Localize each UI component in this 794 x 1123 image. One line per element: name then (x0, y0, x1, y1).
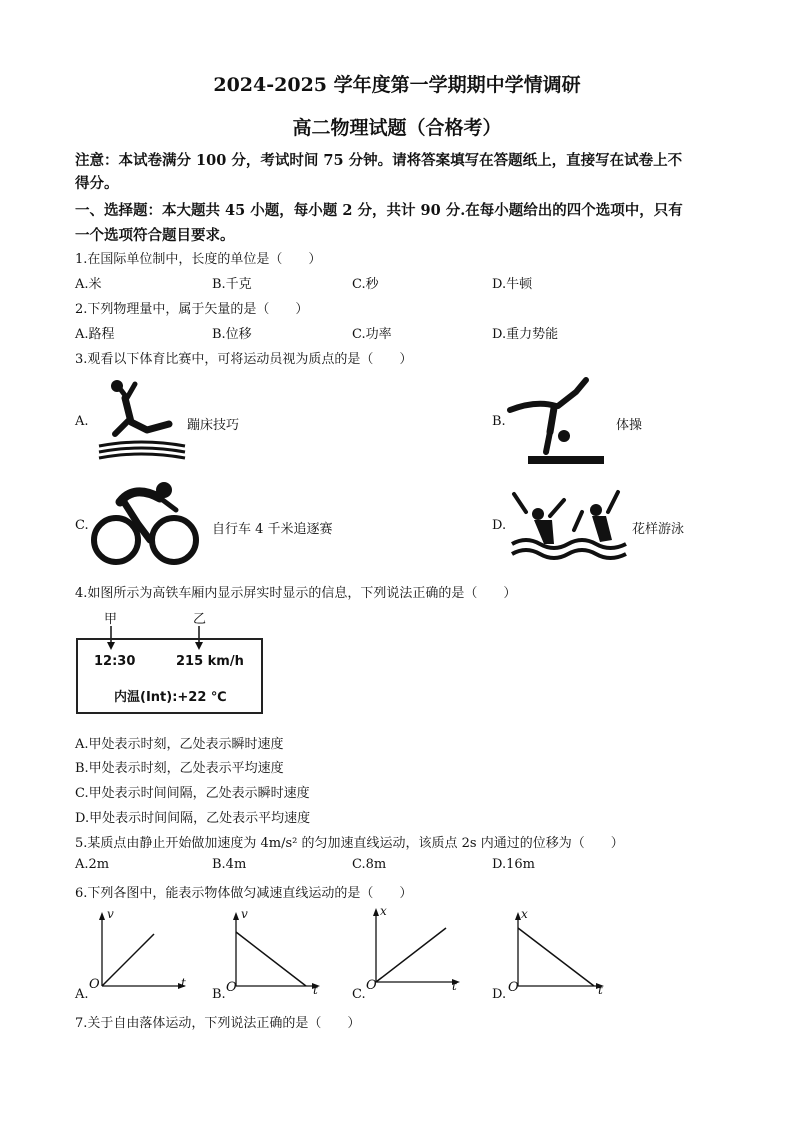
question-2-option-d: D.重力势能 (492, 327, 559, 342)
question-3-option-b-label: 体操 (616, 418, 643, 433)
graph-a-v-t (88, 910, 188, 992)
question-3-option-d-label: 花样游泳 (632, 522, 685, 537)
question-5-option-d: D.16m (492, 857, 535, 872)
graph-b-origin: O (226, 980, 237, 995)
notice-line-2: 得分。 (75, 175, 119, 192)
section-instruction-line-1: 一、选择题：本大题共 45 小题，每小题 2 分，共计 90 分.在每小题给出的四个选项中，只有 (75, 202, 683, 219)
question-2-option-b: B.位移 (212, 327, 252, 342)
graph-a-x-label: t (181, 976, 186, 990)
graph-b-v-t (222, 910, 322, 992)
question-2-option-a: A.路程 (75, 327, 115, 342)
question-6-option-b-letter: B. (212, 987, 226, 1002)
question-4-option-b: B.甲处表示时刻，乙处表示平均速度 (75, 761, 284, 776)
question-4-option-d: D.甲处表示时间间隔，乙处表示平均速度 (75, 811, 311, 826)
train-display-screen (76, 638, 263, 714)
graph-d-origin: O (508, 980, 519, 995)
question-3-stem: 3.观看以下体育比赛中，可将运动员视为质点的是（ ） (75, 352, 413, 367)
graph-c-y-label: x (380, 904, 387, 918)
display-label-yi: 乙 (193, 612, 207, 627)
question-3-option-a-label: 蹦床技巧 (187, 418, 240, 433)
exam-subtitle: 高二物理试题（合格考） (292, 117, 502, 139)
question-1-stem: 1.在国际单位制中，长度的单位是（ ） (75, 252, 322, 267)
display-time: 12:30 (94, 654, 136, 669)
question-3-option-c-label: 自行车 4 千米追逐赛 (212, 522, 333, 537)
question-6-stem: 6.下列各图中，能表示物体做匀减速直线运动的是（ ） (75, 886, 413, 901)
graph-c-x-t (362, 906, 462, 988)
question-1-option-b: B.千克 (212, 277, 252, 292)
question-3-option-a-letter: A. (75, 414, 89, 429)
trampoline-icon (95, 376, 187, 466)
question-1-option-a: A.米 (75, 277, 102, 292)
question-1-option-d: D.牛顿 (492, 277, 533, 292)
question-2-option-c: C.功率 (352, 327, 392, 342)
graph-b-y-label: v (241, 907, 248, 921)
graph-d-y-label: x (521, 907, 528, 921)
gymnastics-icon (506, 376, 616, 468)
graph-a-y-label: v (107, 907, 114, 921)
question-6-option-a-letter: A. (75, 987, 89, 1002)
question-4-option-a: A.甲处表示时刻，乙处表示瞬时速度 (75, 737, 284, 752)
graph-b-x-label: t (313, 983, 318, 997)
display-speed: 215 km/h (176, 654, 244, 669)
question-7-stem: 7.关于自由落体运动，下列说法正确的是（ ） (75, 1016, 361, 1031)
notice-line-1: 注意：本试卷满分 100 分，考试时间 75 分钟。请将答案填写在答题纸上，直接写在试卷上不 (75, 152, 683, 169)
question-4-option-c: C.甲处表示时间间隔，乙处表示瞬时速度 (75, 786, 310, 801)
question-2-stem: 2.下列物理量中，属于矢量的是（ ） (75, 302, 309, 317)
question-6-option-c-letter: C. (352, 987, 366, 1002)
question-3-option-b-letter: B. (492, 414, 506, 429)
graph-c-x-label: t (452, 979, 457, 993)
synchronized-swimming-icon (508, 486, 632, 566)
graph-c-origin: O (366, 978, 377, 993)
exam-title: 2024-2025 学年度第一学期期中学情调研 (213, 74, 581, 96)
display-temperature: 内温(Int):+22 ℃ (114, 690, 227, 705)
question-5-option-a: A.2m (75, 857, 110, 872)
question-3-option-c-letter: C. (75, 518, 89, 533)
question-1-option-c: C.秒 (352, 277, 379, 292)
display-label-jia: 甲 (104, 612, 118, 627)
graph-d-x-label: t (598, 983, 603, 997)
graph-a-origin: O (89, 977, 100, 992)
question-5-stem: 5.某质点由静止开始做加速度为 4m/s² 的匀加速直线运动，该质点 2s 内通过的位移为（ ） (75, 836, 624, 851)
question-3-option-d-letter: D. (492, 518, 507, 533)
cycling-icon (90, 480, 202, 570)
section-instruction-line-2: 一个选项符合题目要求。 (75, 227, 235, 244)
question-6-option-d-letter: D. (492, 987, 507, 1002)
question-4-stem: 4.如图所示为高铁车厢内显示屏实时显示的信息，下列说法正确的是（ ） (75, 586, 517, 601)
question-5-option-c: C.8m (352, 857, 387, 872)
question-5-option-b: B.4m (212, 857, 247, 872)
graph-d-x-t (504, 910, 608, 992)
